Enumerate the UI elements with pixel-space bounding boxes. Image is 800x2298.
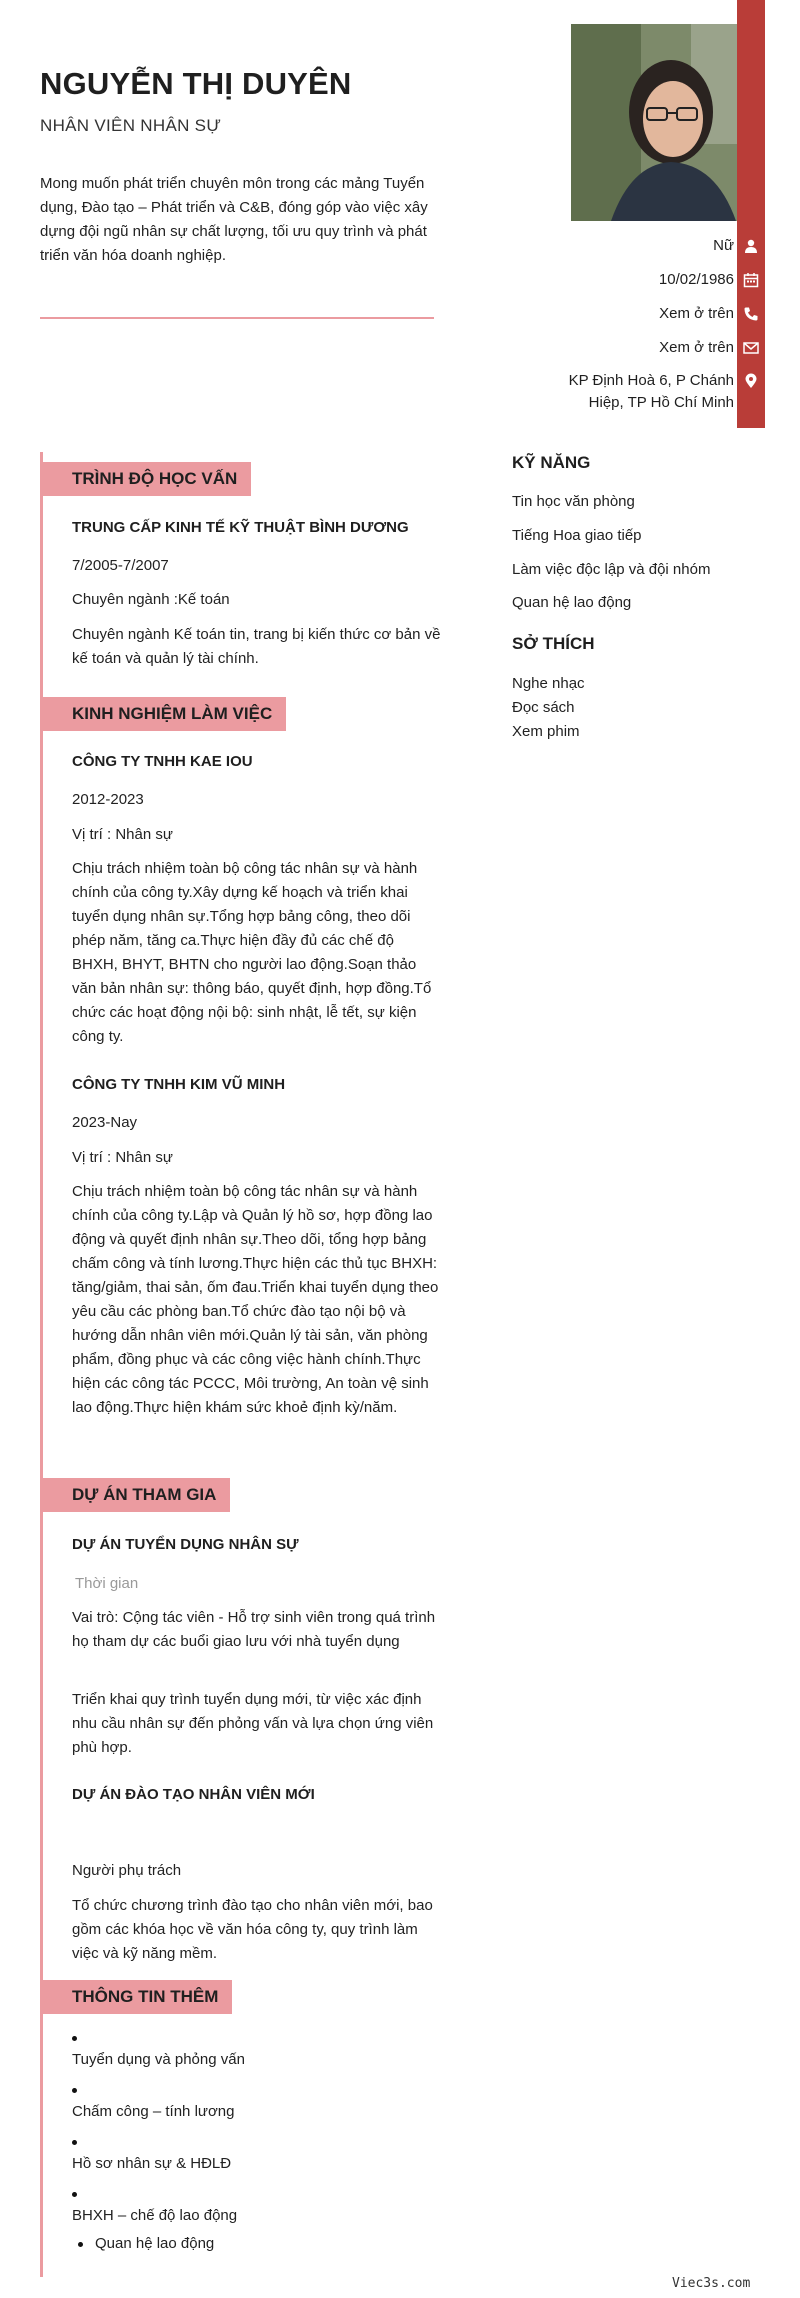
gender-value: Nữ: [713, 237, 734, 254]
education-period: 7/2005-7/2007: [72, 557, 169, 574]
contact-email: [659, 334, 734, 362]
education-desc: Chuyên ngành Kế toán tin, trang bị kiến thức cơ bản về kế toán và quản lý tài chính.: [72, 626, 441, 667]
mail-icon: [741, 338, 761, 358]
address-line-2: Hiệp, TP Hồ Chí Minh: [588, 394, 734, 411]
job-company: CÔNG TY TNHH KIM VŨ MINH: [72, 1076, 286, 1093]
hobby-item: Nghe nhạc: [512, 675, 585, 692]
contact-phone: [659, 300, 734, 328]
footer-brand[interactable]: Viec3s.com: [672, 2276, 751, 2291]
bullet: [72, 2036, 77, 2041]
job-position: Vị trí : Nhân sự: [72, 826, 173, 843]
bullet: [72, 2088, 77, 2093]
contact-gender: [713, 232, 734, 260]
phone-icon: [741, 304, 761, 324]
header-divider: [40, 317, 434, 319]
job-position: Vị trí : Nhân sự: [72, 1149, 173, 1166]
project-desc: Tổ chức chương trình đào tạo cho nhân viên mới, bao gồm các khóa học về văn hóa công ty, quy trình làm việc và kỹ năng mềm.: [72, 1897, 433, 1962]
email-value[interactable]: Xem ở trên: [659, 339, 734, 356]
dob-value: 10/02/1986: [658, 271, 734, 288]
education-school: TRUNG CẤP KINH TẾ KỸ THUẬT BÌNH DƯƠNG: [72, 519, 409, 536]
skill-item: Quan hệ lao động: [512, 594, 632, 611]
project-role: Người phụ trách: [72, 1862, 182, 1879]
address-line-1: KP Định Hoà 6, P Chánh: [568, 372, 734, 389]
extra-item: BHXH – chế độ lao động: [72, 2207, 238, 2224]
hobby-item: Xem phim: [512, 723, 580, 740]
experience-heading: KINH NGHIỆM LÀM VIỆC: [40, 697, 286, 731]
bullet: [72, 2192, 77, 2197]
skill-item: Làm việc độc lập và đội nhóm: [512, 561, 711, 578]
phone-value[interactable]: Xem ở trên: [659, 305, 734, 322]
extra-item: Tuyển dụng và phỏng vấn: [72, 2051, 245, 2068]
job-company: CÔNG TY TNHH KAE IOU: [72, 753, 253, 770]
user-icon: [741, 236, 761, 256]
skill-item: Tiếng Hoa giao tiếp: [512, 527, 642, 544]
project-name: DỰ ÁN TUYỂN DỤNG NHÂN SỰ: [72, 1536, 299, 1553]
hobbies-heading: SỞ THÍCH: [512, 634, 595, 653]
job-period: 2023-Nay: [72, 1114, 138, 1131]
profile-photo: [571, 24, 764, 221]
job-description: Chịu trách nhiệm toàn bộ công tác nhân sự và hành chính của công ty.Lập và Quản lý hồ sơ, hợp đồng lao động và quyết định nhân sự.Theo dõi, tổng hợp bảng chấm công và tính lương.Thực hiện các thủ tục BHXH: tăng/giảm, thai sản, ốm đau.Triển khai tuyển dụng theo yêu cầu các phòng ban.Tổ chức đào tạo nội bộ và hướng dẫn nhân viên mới.Quản lý tài sản, văn phòng phẩm, đồng phục và các công việc hành chính.Thực hiện các công tác PCCC, Môi trường, An toàn vệ sinh lao động.Thực hiện khám sức khoẻ định kỳ/năm.: [72, 1183, 439, 1416]
extra-item: Quan hệ lao động: [95, 2235, 215, 2252]
job-title: NHÂN VIÊN NHÂN SỰ: [40, 116, 222, 135]
bullet: [72, 2140, 77, 2145]
job-description: Chịu trách nhiệm toàn bộ công tác nhân sự và hành chính của công ty.Xây dựng kế hoạch và triển khai tuyển dụng nhân sự.Tổng hợp bảng công, theo dõi phép năm, tăng ca.Thực hiện đầy đủ các chế độ BHXH, BHYT, BHTN cho người lao động.Soạn thảo văn bản nhân sự: thông báo, quyết định, hợp đồng.Tổ chức các hoạt động nội bộ: sinh nhật, lễ tết, sự kiện công ty.: [72, 860, 432, 1045]
contact-accent-bar: [737, 0, 765, 428]
project-desc: Triển khai quy trình tuyển dụng mới, từ việc xác định nhu cầu nhân sự đến phỏng vấn và lựa chọn ứng viên phù hợp.: [72, 1691, 434, 1756]
location-icon: [741, 371, 761, 391]
contact-address: [569, 370, 734, 414]
projects-heading: DỰ ÁN THAM GIA: [40, 1478, 230, 1512]
extra-item: Chấm công – tính lương: [72, 2103, 235, 2120]
extra-item: Hồ sơ nhân sự & HĐLĐ: [72, 2155, 232, 2172]
project-time: Thời gian: [75, 1575, 139, 1592]
career-summary: Mong muốn phát triển chuyên môn trong các mảng Tuyển dụng, Đào tạo – Phát triển và C&B, đóng góp vào việc xây dựng đội ngũ nhân sự chất lượng, tối ưu quy trình và phát triển văn hóa doanh nghiệp.: [40, 175, 428, 264]
contact-dob: [659, 266, 734, 294]
bullet: [78, 2242, 83, 2247]
project-name: DỰ ÁN ĐÀO TẠO NHÂN VIÊN MỚI: [72, 1786, 315, 1803]
extra-heading: THÔNG TIN THÊM: [40, 1980, 232, 2014]
project-role: Vai trò: Cộng tác viên - Hỗ trợ sinh viên trong quá trình họ tham dự các buổi giao lưu với nhà tuyển dụng: [72, 1609, 436, 1650]
skills-heading: KỸ NĂNG: [512, 453, 591, 472]
skill-item: Tin học văn phòng: [512, 493, 635, 510]
calendar-icon: [741, 270, 761, 290]
job-period: 2012-2023: [72, 791, 144, 808]
hobby-item: Đọc sách: [512, 699, 575, 716]
education-heading: TRÌNH ĐỘ HỌC VẤN: [40, 462, 251, 496]
education-major: Chuyên ngành :Kế toán: [72, 591, 230, 608]
candidate-name: NGUYỄN THỊ DUYÊN: [40, 66, 352, 101]
